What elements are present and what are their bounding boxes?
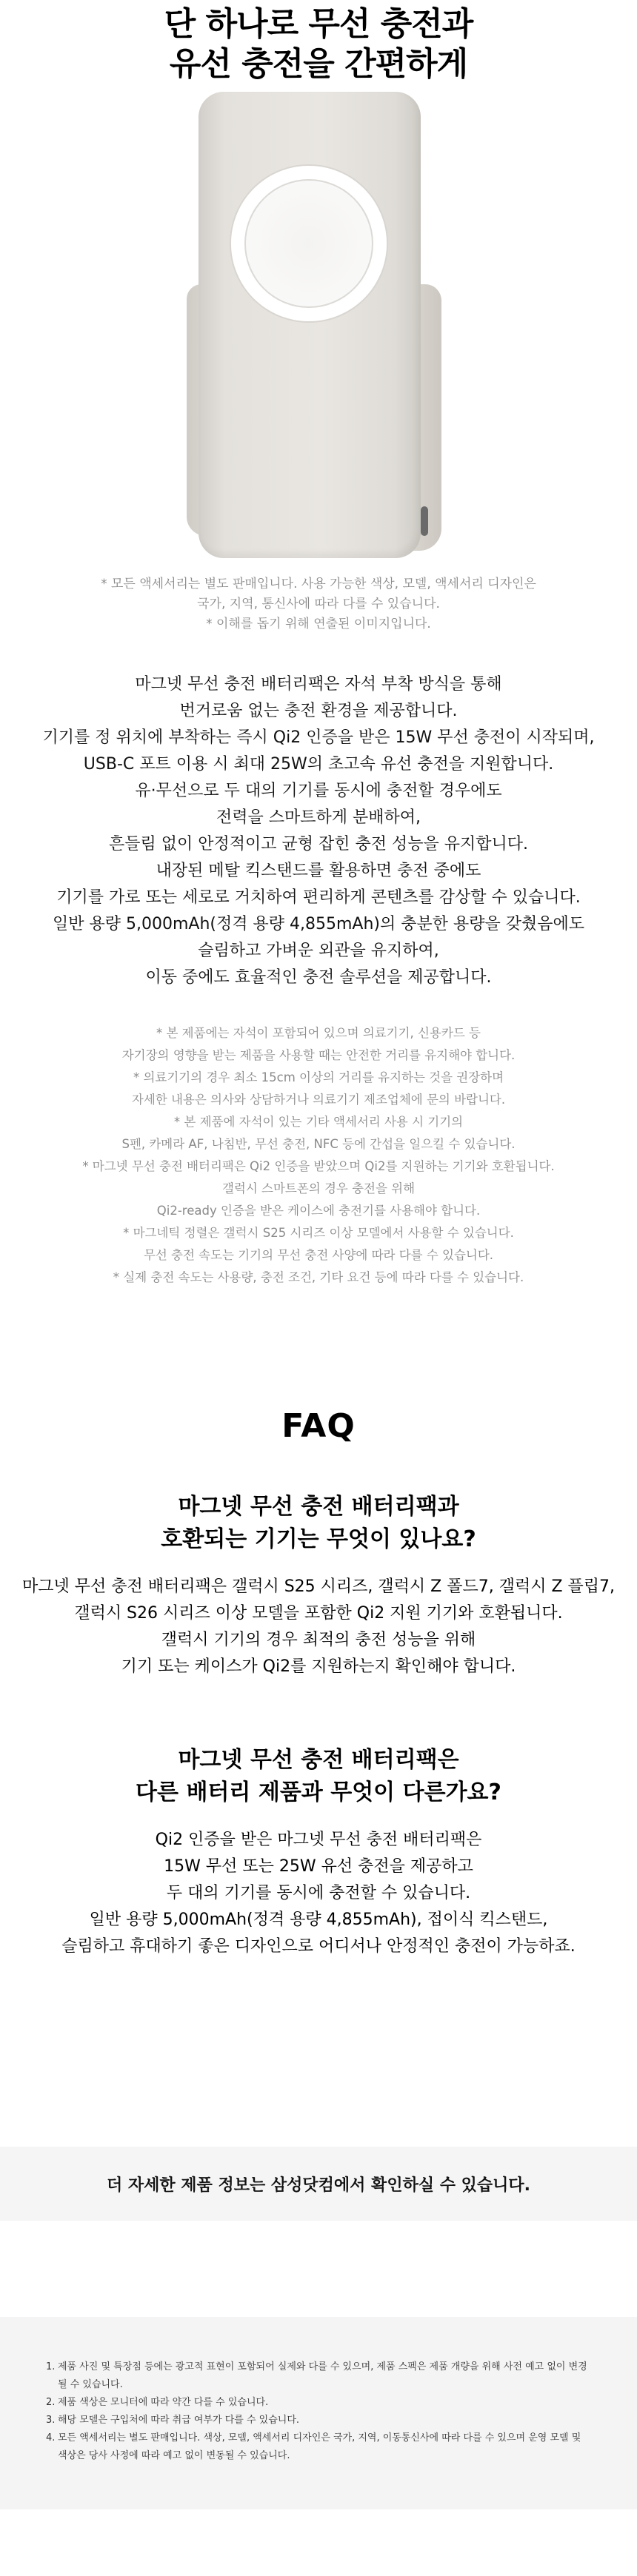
description-line: 흔들림 없이 안정적이고 균형 잡힌 충전 성능을 유지합니다. [109, 835, 528, 853]
faq-title: FAQ [281, 1407, 356, 1445]
footer-note-text: 제품 사진 및 특장점 등에는 광고적 표현이 포함되어 실제와 다를 수 있으며, 제품 스펙은 제품 개량을 위해 사전 예고 없이 변경될 수 있습니다. [58, 2361, 587, 2390]
description-line: 기기를 가로 또는 세로로 거치하여 편리하게 콘텐츠를 감상할 수 있습니다. [56, 888, 581, 907]
safety-note-line: Qi2-ready 인증을 받은 케이스에 충전기를 사용해야 합니다. [156, 1204, 481, 1218]
description-line: 이동 중에도 효율적인 충전 솔루션을 제공합니다. [145, 968, 492, 987]
footer-note-number: 3. [46, 2415, 56, 2426]
description-line: 전력을 스마트하게 분배하여, [216, 808, 421, 827]
faq-answer-line: 슬림하고 휴대하기 좋은 디자인으로 어디서나 안정적인 충전이 가능하죠. [61, 1937, 576, 1956]
safety-note-line: * 마그넷 무선 충전 배터리팩은 Qi2 인증을 받았으며 Qi2를 지원하는 기기와 호환됩니다. [82, 1159, 555, 1173]
footer-note-number: 2. [46, 2397, 56, 2408]
faq-answer-line: 일반 용량 5,000mAh(정격 용량 4,855mAh), 접이식 킥스탠드, [89, 1911, 548, 1929]
battery-pack-body [199, 92, 421, 558]
more-info-text: 더 자세한 제품 정보는 삼성닷컴에서 확인하실 수 있습니다. [106, 2176, 531, 2195]
faq-answer [0, 1574, 637, 1680]
faq-question-line1: 마그넷 무선 충전 배터리팩과 [178, 1494, 459, 1520]
description-line: 슬림하고 가벼운 외관을 유지하여, [198, 942, 439, 960]
product-image [0, 92, 637, 580]
note-line: * 이해를 돕기 위해 연출된 이미지입니다. [206, 617, 431, 631]
faq-answer-line: 두 대의 기기를 동시에 충전할 수 있습니다. [166, 1884, 471, 1902]
footer-note-item [46, 2412, 593, 2429]
faq-question [0, 1744, 637, 1809]
hero-section [0, 0, 637, 580]
footer-note-text: 제품 색상은 모니터에 따라 약간 다를 수 있습니다. [58, 2397, 269, 2408]
safety-note-line: 자기장의 영향을 받는 제품을 사용할 때는 안전한 거리를 유지해야 합니다. [121, 1048, 516, 1062]
footer-note-number: 4. [46, 2432, 56, 2443]
hero-title-line2: 유선 충전을 간편하게 [169, 45, 468, 83]
description-line: USB-C 포트 이용 시 최대 25W의 초고속 유선 충전을 지원합니다. [83, 755, 554, 774]
footer-note-text: 해당 모델은 구입처에 따라 취급 여부가 다를 수 있습니다. [58, 2415, 300, 2426]
note-line: * 모든 액세서리는 별도 판매입니다. 사용 가능한 색상, 모델, 액세서리 디자인은 [101, 577, 536, 591]
hero-title-line1: 단 하나로 무선 충전과 [164, 5, 473, 43]
footer-notes-list [0, 2317, 637, 2465]
faq-answer-line: 기기 또는 케이스가 Qi2를 지원하는지 확인해야 합니다. [121, 1657, 516, 1676]
faq-answer [0, 1827, 637, 1960]
description-line: 유·무선으로 두 대의 기기를 동시에 충전할 경우에도 [135, 782, 502, 800]
faq-question-line2: 호환되는 기기는 무엇이 있나요? [161, 1526, 476, 1552]
faq-question-line1: 마그넷 무선 충전 배터리팩은 [178, 1747, 459, 1773]
safety-note-line: * 본 제품에는 자석이 포함되어 있으며 의료기기, 신용카드 등 [156, 1026, 481, 1040]
faq-question-line2: 다른 배터리 제품과 무엇이 다른가요? [136, 1780, 501, 1805]
footer-note-item [46, 2394, 593, 2412]
safety-note-line: * 실제 충전 속도는 사용량, 충전 조건, 기타 요건 등에 따라 다를 수 있습니다. [113, 1270, 524, 1284]
description-line: 기기를 정 위치에 부착하는 즉시 Qi2 인증을 받은 15W 무선 충전이 시작되며, [42, 728, 595, 747]
footer-disclaimer [0, 2317, 637, 2509]
faq-item [0, 1491, 637, 1680]
footer-note-item [46, 2358, 593, 2394]
hero-title [0, 4, 637, 84]
faq-answer-line: 마그넷 무선 충전 배터리팩은 갤럭시 S25 시리즈, 갤럭시 Z 폴드7, 갤럭시 Z 플립7, [21, 1577, 616, 1596]
safety-note-line: 무선 충전 속도는 기기의 무선 충전 사양에 따라 다를 수 있습니다. [143, 1248, 494, 1262]
product-description [0, 671, 637, 991]
faq-answer-line: Qi2 인증을 받은 마그넷 무선 충전 배터리팩은 [155, 1831, 482, 1849]
description-line: 마그넷 무선 충전 배터리팩은 자석 부착 방식을 통해 [135, 675, 502, 694]
description-line: 번거로움 없는 충전 환경을 제공합니다. [179, 702, 458, 720]
magnet-ring [231, 166, 387, 321]
product-notes [0, 574, 637, 634]
faq-section [0, 1407, 637, 1960]
description-line: 내장된 메탈 킥스탠드를 활용하면 충전 중에도 [156, 862, 481, 880]
note-line: 국가, 지역, 통신사에 따라 다를 수 있습니다. [197, 597, 440, 611]
more-info-banner [0, 2147, 637, 2221]
safety-note-line: 갤럭시 스마트폰의 경우 충전을 위해 [221, 1181, 416, 1195]
faq-answer-line: 갤럭시 S26 시리즈 이상 모델을 포함한 Qi2 지원 기기와 호환됩니다. [74, 1604, 563, 1623]
safety-note-line: 자세한 내용은 의사와 상담하거나 의료기기 제조업체에 문의 바랍니다. [131, 1093, 506, 1107]
footer-note-number: 1. [46, 2361, 56, 2372]
safety-note-line: * 본 제품에 자석이 있는 기타 액세서리 사용 시 기기의 [173, 1115, 464, 1129]
safety-notes [0, 1022, 637, 1289]
footer-note-text: 모든 액세서리는 별도 판매입니다. 색상, 모델, 액세서리 디자인은 국가, 지역, 이동통신사에 따라 다를 수 있으며 운영 모델 및 색상은 당사 사정에 따라 예고 없이 변동될 수 있습니다. [58, 2432, 581, 2461]
footer-note-item [46, 2429, 593, 2465]
faq-answer-line: 갤럭시 기기의 경우 최적의 충전 성능을 위해 [161, 1631, 476, 1649]
faq-answer-line: 15W 무선 또는 25W 유선 충전을 제공하고 [164, 1857, 473, 1876]
faq-question [0, 1491, 637, 1556]
safety-note-line: * 마그네틱 정렬은 갤럭시 S25 시리즈 이상 모델에서 사용할 수 있습니다. [123, 1226, 514, 1240]
usb-c-port [421, 506, 428, 536]
faq-item [0, 1744, 637, 1960]
safety-note-line: S펜, 카메라 AF, 나침반, 무선 충전, NFC 등에 간섭을 일으킬 수 있습니다. [121, 1137, 516, 1151]
description-line: 일반 용량 5,000mAh(정격 용량 4,855mAh)의 충분한 용량을 갖췄음에도 [53, 915, 584, 933]
safety-note-line: * 의료기기의 경우 최소 15cm 이상의 거리를 유지하는 것을 권장하며 [133, 1070, 504, 1084]
